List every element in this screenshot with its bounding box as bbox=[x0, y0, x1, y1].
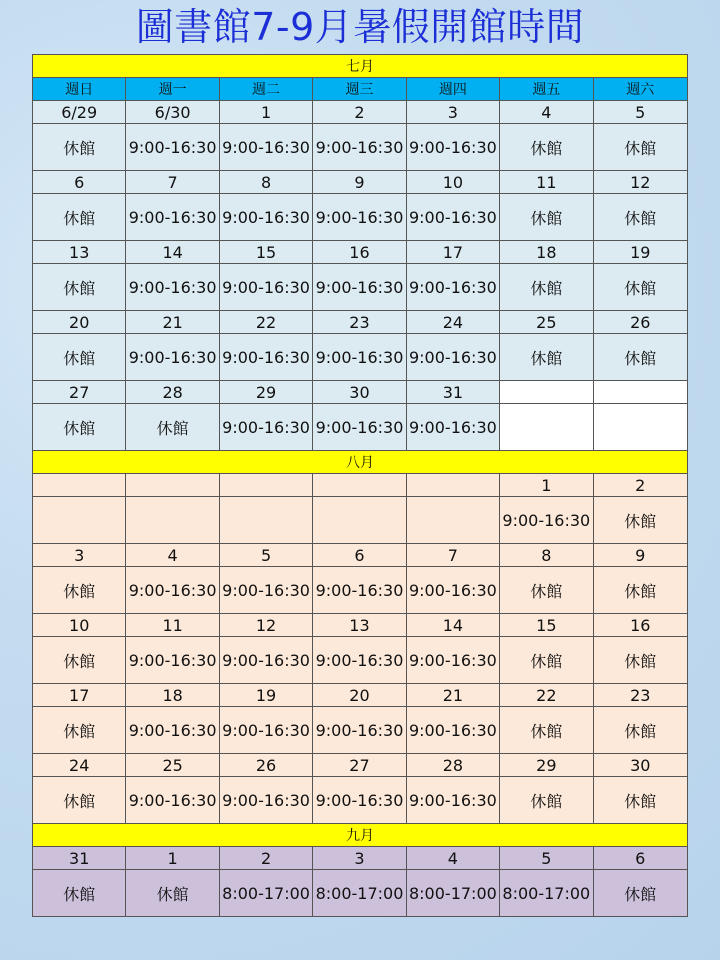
closed-cell: 休館 bbox=[33, 777, 126, 824]
date-cell: 4 bbox=[126, 544, 219, 567]
hours-cell: 9:00-16:30 bbox=[219, 707, 312, 754]
date-cell: 3 bbox=[33, 544, 126, 567]
date-row bbox=[33, 754, 688, 777]
hours-cell: 9:00-16:30 bbox=[406, 124, 499, 171]
month-header-row bbox=[33, 55, 688, 78]
date-cell: 31 bbox=[33, 847, 126, 870]
hours-cell: 9:00-16:30 bbox=[219, 404, 312, 451]
closed-cell: 休館 bbox=[593, 870, 687, 917]
date-cell: 24 bbox=[406, 311, 499, 334]
date-row bbox=[33, 544, 688, 567]
date-cell: 3 bbox=[406, 101, 499, 124]
date-cell: 9 bbox=[593, 544, 687, 567]
weekday-header: 週六 bbox=[593, 78, 687, 101]
closed-cell: 休館 bbox=[500, 637, 593, 684]
weekday-header-row bbox=[33, 78, 688, 101]
date-cell: 25 bbox=[500, 311, 593, 334]
date-row bbox=[33, 474, 688, 497]
date-row bbox=[33, 381, 688, 404]
date-cell: 15 bbox=[219, 241, 312, 264]
date-row bbox=[33, 101, 688, 124]
hours-row bbox=[33, 124, 688, 171]
date-cell: 12 bbox=[593, 171, 687, 194]
hours-cell: 9:00-16:30 bbox=[126, 264, 219, 311]
hours-row bbox=[33, 870, 688, 917]
date-cell: 20 bbox=[313, 684, 406, 707]
hours-cell bbox=[500, 404, 593, 451]
hours-cell: 9:00-16:30 bbox=[406, 334, 499, 381]
date-row bbox=[33, 614, 688, 637]
date-cell bbox=[313, 474, 406, 497]
date-cell: 2 bbox=[593, 474, 687, 497]
closed-cell: 休館 bbox=[593, 567, 687, 614]
date-cell: 17 bbox=[33, 684, 126, 707]
hours-cell: 9:00-16:30 bbox=[406, 404, 499, 451]
date-cell bbox=[126, 474, 219, 497]
hours-row bbox=[33, 567, 688, 614]
month-name: 九月 bbox=[33, 824, 688, 847]
hours-cell: 9:00-16:30 bbox=[126, 567, 219, 614]
hours-cell: 9:00-16:30 bbox=[313, 637, 406, 684]
date-cell: 25 bbox=[126, 754, 219, 777]
date-cell: 18 bbox=[500, 241, 593, 264]
hours-cell bbox=[406, 497, 499, 544]
closed-cell: 休館 bbox=[593, 777, 687, 824]
hours-row bbox=[33, 404, 688, 451]
date-cell: 28 bbox=[126, 381, 219, 404]
date-cell: 6 bbox=[33, 171, 126, 194]
date-cell: 7 bbox=[406, 544, 499, 567]
date-cell: 22 bbox=[500, 684, 593, 707]
closed-cell: 休館 bbox=[33, 707, 126, 754]
date-cell: 9 bbox=[313, 171, 406, 194]
date-cell: 13 bbox=[313, 614, 406, 637]
hours-row bbox=[33, 194, 688, 241]
closed-cell: 休館 bbox=[593, 264, 687, 311]
hours-cell: 9:00-16:30 bbox=[406, 567, 499, 614]
closed-cell: 休館 bbox=[593, 637, 687, 684]
weekday-header: 週四 bbox=[406, 78, 499, 101]
date-cell: 11 bbox=[126, 614, 219, 637]
month-header-row bbox=[33, 451, 688, 474]
hours-cell: 9:00-16:30 bbox=[126, 334, 219, 381]
hours-row bbox=[33, 707, 688, 754]
date-cell bbox=[33, 474, 126, 497]
closed-cell: 休館 bbox=[593, 334, 687, 381]
hours-cell: 9:00-16:30 bbox=[313, 777, 406, 824]
month-name: 八月 bbox=[33, 451, 688, 474]
hours-cell: 9:00-16:30 bbox=[500, 497, 593, 544]
hours-cell: 9:00-16:30 bbox=[313, 194, 406, 241]
date-row bbox=[33, 241, 688, 264]
date-cell: 22 bbox=[219, 311, 312, 334]
date-cell: 6/29 bbox=[33, 101, 126, 124]
closed-cell: 休館 bbox=[126, 404, 219, 451]
schedule-table bbox=[32, 54, 688, 917]
hours-cell bbox=[593, 404, 687, 451]
hours-row bbox=[33, 637, 688, 684]
page-title: 圖書館7-9月暑假開館時間 bbox=[135, 5, 585, 49]
closed-cell: 休館 bbox=[33, 870, 126, 917]
hours-cell: 9:00-16:30 bbox=[219, 264, 312, 311]
date-cell: 10 bbox=[406, 171, 499, 194]
hours-cell: 9:00-16:30 bbox=[126, 124, 219, 171]
hours-cell: 9:00-16:30 bbox=[126, 777, 219, 824]
date-cell: 17 bbox=[406, 241, 499, 264]
hours-cell: 9:00-16:30 bbox=[219, 124, 312, 171]
hours-cell: 9:00-16:30 bbox=[126, 194, 219, 241]
hours-cell: 8:00-17:00 bbox=[500, 870, 593, 917]
date-cell: 23 bbox=[313, 311, 406, 334]
date-cell: 3 bbox=[313, 847, 406, 870]
hours-cell: 9:00-16:30 bbox=[406, 637, 499, 684]
hours-cell bbox=[219, 497, 312, 544]
closed-cell: 休館 bbox=[500, 194, 593, 241]
hours-cell: 9:00-16:30 bbox=[219, 637, 312, 684]
date-cell: 8 bbox=[219, 171, 312, 194]
date-cell: 13 bbox=[33, 241, 126, 264]
closed-cell: 休館 bbox=[593, 194, 687, 241]
hours-cell: 9:00-16:30 bbox=[313, 567, 406, 614]
closed-cell: 休館 bbox=[33, 124, 126, 171]
date-cell: 27 bbox=[313, 754, 406, 777]
hours-cell: 9:00-16:30 bbox=[313, 707, 406, 754]
weekday-header: 週一 bbox=[126, 78, 219, 101]
closed-cell: 休館 bbox=[33, 194, 126, 241]
date-cell: 1 bbox=[126, 847, 219, 870]
closed-cell: 休館 bbox=[593, 124, 687, 171]
date-cell: 15 bbox=[500, 614, 593, 637]
date-cell: 14 bbox=[126, 241, 219, 264]
closed-cell: 休館 bbox=[500, 264, 593, 311]
date-cell: 16 bbox=[313, 241, 406, 264]
closed-cell: 休館 bbox=[500, 707, 593, 754]
date-cell bbox=[500, 381, 593, 404]
date-cell: 23 bbox=[593, 684, 687, 707]
date-cell: 19 bbox=[593, 241, 687, 264]
closed-cell: 休館 bbox=[593, 707, 687, 754]
date-row bbox=[33, 171, 688, 194]
date-cell: 8 bbox=[500, 544, 593, 567]
hours-cell: 9:00-16:30 bbox=[313, 404, 406, 451]
closed-cell: 休館 bbox=[500, 334, 593, 381]
date-cell: 5 bbox=[219, 544, 312, 567]
hours-cell: 9:00-16:30 bbox=[219, 567, 312, 614]
hours-cell: 8:00-17:00 bbox=[219, 870, 312, 917]
hours-row bbox=[33, 264, 688, 311]
weekday-header: 週三 bbox=[313, 78, 406, 101]
date-cell: 26 bbox=[219, 754, 312, 777]
date-cell: 4 bbox=[406, 847, 499, 870]
date-cell: 5 bbox=[500, 847, 593, 870]
hours-row bbox=[33, 777, 688, 824]
date-cell: 27 bbox=[33, 381, 126, 404]
closed-cell: 休館 bbox=[500, 567, 593, 614]
hours-cell: 9:00-16:30 bbox=[313, 264, 406, 311]
hours-cell: 9:00-16:30 bbox=[406, 194, 499, 241]
hours-cell: 9:00-16:30 bbox=[313, 334, 406, 381]
date-cell: 12 bbox=[219, 614, 312, 637]
closed-cell: 休館 bbox=[33, 567, 126, 614]
date-cell: 21 bbox=[406, 684, 499, 707]
date-cell: 5 bbox=[593, 101, 687, 124]
hours-row bbox=[33, 497, 688, 544]
date-cell: 30 bbox=[313, 381, 406, 404]
hours-cell: 8:00-17:00 bbox=[313, 870, 406, 917]
weekday-header: 週二 bbox=[219, 78, 312, 101]
date-cell: 24 bbox=[33, 754, 126, 777]
closed-cell: 休館 bbox=[500, 124, 593, 171]
date-cell: 30 bbox=[593, 754, 687, 777]
closed-cell: 休館 bbox=[500, 777, 593, 824]
closed-cell: 休館 bbox=[33, 637, 126, 684]
date-cell: 14 bbox=[406, 614, 499, 637]
date-cell: 29 bbox=[219, 381, 312, 404]
date-cell: 1 bbox=[500, 474, 593, 497]
date-cell: 4 bbox=[500, 101, 593, 124]
closed-cell: 休館 bbox=[33, 404, 126, 451]
date-cell: 7 bbox=[126, 171, 219, 194]
date-cell bbox=[593, 381, 687, 404]
hours-cell bbox=[33, 497, 126, 544]
weekday-header: 週日 bbox=[33, 78, 126, 101]
date-cell: 6 bbox=[313, 544, 406, 567]
hours-cell: 9:00-16:30 bbox=[126, 637, 219, 684]
closed-cell: 休館 bbox=[593, 497, 687, 544]
date-cell: 16 bbox=[593, 614, 687, 637]
date-cell: 29 bbox=[500, 754, 593, 777]
date-row bbox=[33, 847, 688, 870]
hours-cell: 9:00-16:30 bbox=[126, 707, 219, 754]
date-cell: 20 bbox=[33, 311, 126, 334]
month-header-row bbox=[33, 824, 688, 847]
month-name: 七月 bbox=[33, 55, 688, 78]
closed-cell: 休館 bbox=[33, 264, 126, 311]
hours-cell: 8:00-17:00 bbox=[406, 870, 499, 917]
date-cell: 28 bbox=[406, 754, 499, 777]
date-cell: 26 bbox=[593, 311, 687, 334]
hours-cell: 9:00-16:30 bbox=[406, 264, 499, 311]
hours-cell: 9:00-16:30 bbox=[219, 194, 312, 241]
closed-cell: 休館 bbox=[126, 870, 219, 917]
date-cell: 6/30 bbox=[126, 101, 219, 124]
date-cell: 19 bbox=[219, 684, 312, 707]
hours-cell bbox=[126, 497, 219, 544]
hours-cell: 9:00-16:30 bbox=[313, 124, 406, 171]
date-cell: 1 bbox=[219, 101, 312, 124]
date-cell bbox=[219, 474, 312, 497]
hours-cell: 9:00-16:30 bbox=[219, 334, 312, 381]
hours-cell bbox=[313, 497, 406, 544]
date-cell: 11 bbox=[500, 171, 593, 194]
closed-cell: 休館 bbox=[33, 334, 126, 381]
date-row bbox=[33, 684, 688, 707]
date-cell: 21 bbox=[126, 311, 219, 334]
date-cell: 18 bbox=[126, 684, 219, 707]
date-cell: 2 bbox=[313, 101, 406, 124]
hours-cell: 9:00-16:30 bbox=[406, 777, 499, 824]
hours-row bbox=[33, 334, 688, 381]
date-cell bbox=[406, 474, 499, 497]
date-cell: 2 bbox=[219, 847, 312, 870]
date-cell: 10 bbox=[33, 614, 126, 637]
date-row bbox=[33, 311, 688, 334]
date-cell: 31 bbox=[406, 381, 499, 404]
hours-cell: 9:00-16:30 bbox=[219, 777, 312, 824]
weekday-header: 週五 bbox=[500, 78, 593, 101]
hours-cell: 9:00-16:30 bbox=[406, 707, 499, 754]
date-cell: 6 bbox=[593, 847, 687, 870]
